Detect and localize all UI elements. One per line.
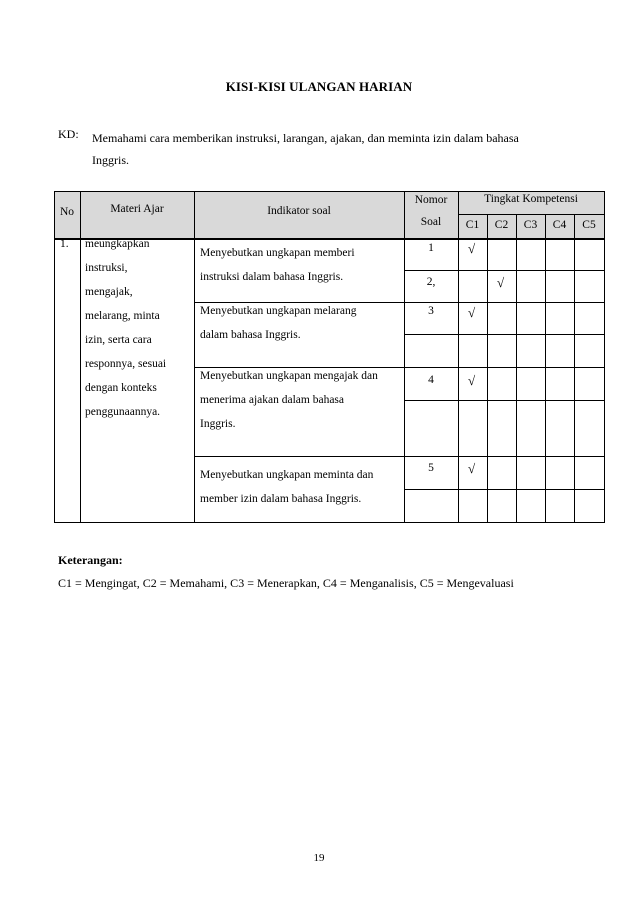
- materi-line: dengan konteks: [85, 382, 157, 394]
- materi-line: melarang, minta: [85, 310, 160, 322]
- indikator-cell-2: [200, 299, 400, 347]
- indikator-divider-3: [195, 456, 605, 457]
- check-mark-c2-soal-2: √: [497, 275, 505, 290]
- header-indikator: Indikator soal: [267, 205, 331, 217]
- header-c3: C3: [523, 219, 538, 231]
- document-title: KISI-KISI ULANGAN HARIAN: [225, 79, 413, 94]
- nomor-soal-4: 4: [428, 374, 434, 386]
- kd-line-2: Inggris.: [92, 153, 129, 167]
- materi-line: responnya, sesuai: [85, 358, 167, 370]
- materi-line: penggunaannya.: [85, 406, 161, 418]
- check-mark-c1-soal-5: √: [468, 461, 476, 476]
- indikator-line: Menyebutkan ungkapan memberi: [200, 247, 355, 259]
- table-border-top: [54, 191, 605, 192]
- check-mark-c1-soal-1: √: [468, 241, 476, 256]
- indikator-line: member izin dalam bahasa Inggris.: [200, 493, 362, 505]
- materi-line: instruksi,: [85, 262, 128, 274]
- header-tingkat: Tingkat Kompetensi: [484, 193, 578, 205]
- header-materi: Materi Ajar: [110, 203, 164, 215]
- col-divider-no: [80, 191, 81, 523]
- materi-line: meungkapkan: [85, 238, 150, 250]
- header-c1: C1: [465, 219, 480, 231]
- col-divider-c2: [516, 214, 517, 523]
- materi-ajar-cell: [85, 232, 193, 424]
- indikator-line: Inggris.: [200, 418, 236, 430]
- indikator-line: Menyebutkan ungkapan mengajak dan: [200, 370, 378, 382]
- table-border-right: [604, 191, 605, 523]
- header-c2: C2: [494, 219, 509, 231]
- indikator-cell-4: [200, 463, 400, 511]
- indikator-line: menerima ajakan dalam bahasa: [200, 394, 344, 406]
- nomor-soal-3: 3: [428, 305, 434, 317]
- kd-line-1: Memahami cara memberikan instruksi, larangan, ajakan, dan meminta izin dalam bahasa: [92, 131, 519, 145]
- kd-label: KD:: [58, 127, 79, 141]
- indikator-line: dalam bahasa Inggris.: [200, 329, 301, 341]
- header-c5: C5: [582, 219, 596, 231]
- header-no: No: [59, 206, 75, 218]
- kd-description: [92, 127, 572, 171]
- header-c4: C4: [552, 219, 567, 231]
- materi-line: izin, serta cara: [85, 334, 152, 346]
- header-nomor-line1: Nomor: [414, 194, 448, 206]
- col-divider-c1: [487, 214, 488, 523]
- indikator-line: Menyebutkan ungkapan melarang: [200, 305, 357, 317]
- indikator-cell-1: [200, 241, 400, 289]
- notes-text: C1 = Mengingat, C2 = Memahami, C3 = Menerapkan, C4 = Menganalisis, C5 = Mengevaluasi: [58, 576, 514, 590]
- nomor-soal-5: 5: [428, 462, 434, 474]
- col-divider-c3: [545, 214, 546, 523]
- notes-title: Keterangan:: [58, 553, 123, 567]
- header-nomor-line2: Soal: [420, 216, 442, 228]
- table-border-left: [54, 191, 55, 523]
- nomor-soal-1: 1: [428, 242, 434, 254]
- row-number: 1.: [60, 238, 69, 250]
- check-mark-c1-soal-3: √: [468, 305, 476, 320]
- page-number: 19: [313, 852, 325, 864]
- materi-line: mengajak,: [85, 286, 133, 298]
- col-divider-c4: [574, 214, 575, 523]
- col-divider-materi: [194, 191, 195, 523]
- indikator-line: Menyebutkan ungkapan meminta dan: [200, 469, 374, 481]
- indikator-cell-3: [200, 364, 400, 436]
- indikator-line: instruksi dalam bahasa Inggris.: [200, 271, 344, 283]
- nomor-soal-2: 2,: [426, 276, 436, 288]
- col-divider-nomor: [458, 191, 459, 523]
- table-border-bottom: [54, 522, 605, 523]
- check-mark-c1-soal-4: √: [468, 373, 476, 388]
- tingkat-header-divider: [458, 214, 605, 215]
